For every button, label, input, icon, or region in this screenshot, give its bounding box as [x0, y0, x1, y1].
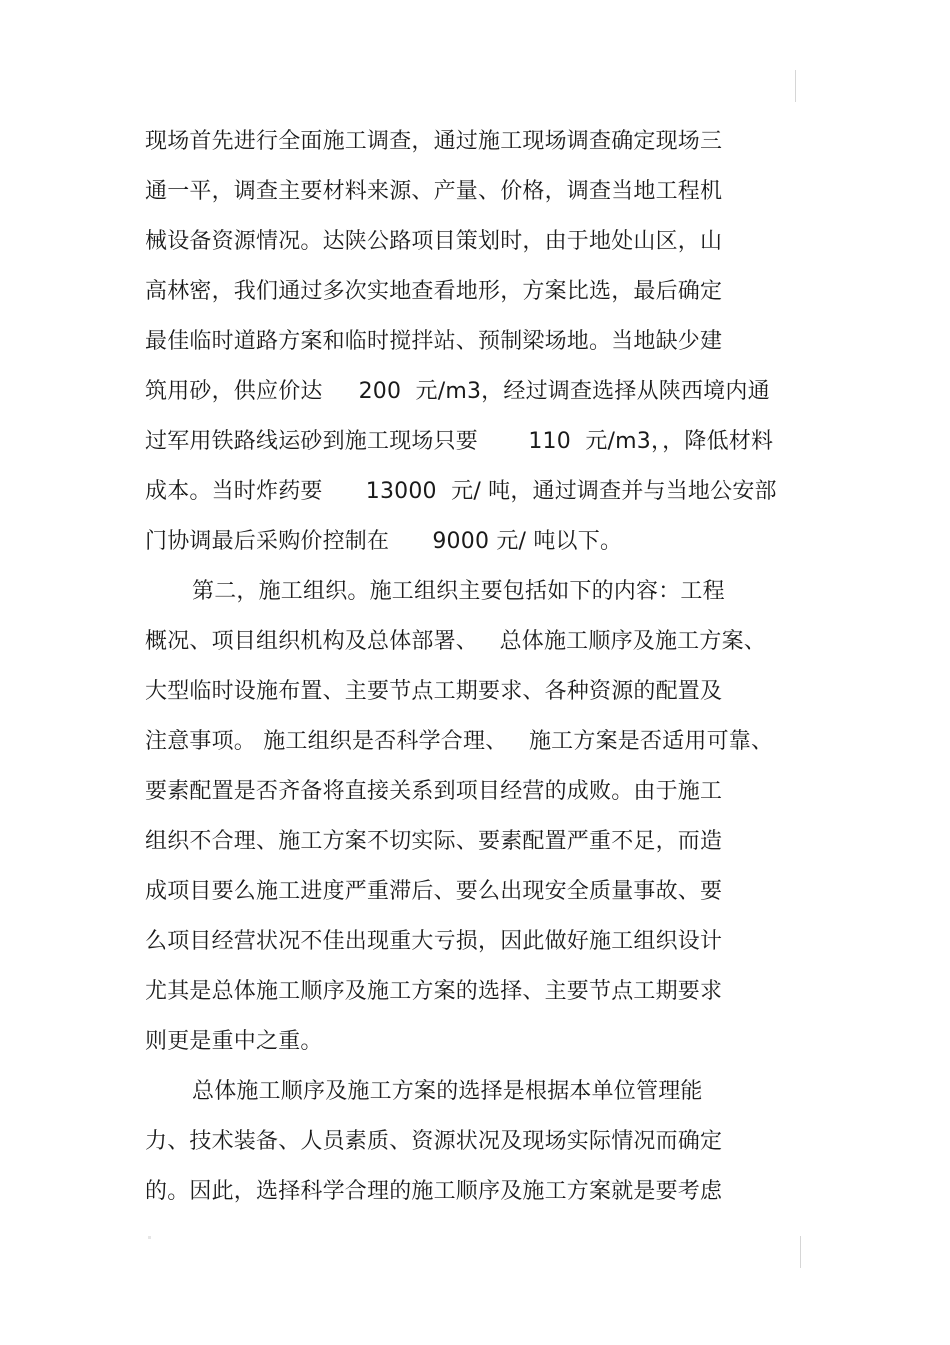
text-line: 大型临时设施布置、主要节点工期要求、各种资源的配置及 — [145, 679, 723, 704]
text-line: 门协调最后采购价控制在 9000 元/ 吨以下。 — [145, 529, 623, 554]
text-line: 的。因此，选择科学合理的施工顺序及施工方案就是要考虑 — [145, 1179, 723, 1204]
text-line: 通一平，调查主要材料来源、产量、价格，调查当地工程机 — [145, 179, 723, 204]
text-line: 要素配置是否齐备将直接关系到项目经营的成败。由于施工 — [145, 779, 723, 804]
text-line: 力、技术装备、人员素质、资源状况及现场实际情况而确定 — [145, 1129, 723, 1154]
page-edge-mark — [800, 1236, 801, 1268]
text-line: 现场首先进行全面施工调查，通过施工现场调查确定现场三 — [145, 129, 723, 154]
text-line: 尤其是总体施工顺序及施工方案的选择、主要节点工期要求 — [145, 979, 723, 1004]
text-line: 高林密，我们通过多次实地查看地形，方案比选，最后确定 — [145, 279, 723, 304]
text-line: 械设备资源情况。达陕公路项目策划时，由于地处山区，山 — [145, 229, 723, 254]
text-line: 么项目经营状况不佳出现重大亏损，因此做好施工组织设计 — [145, 929, 723, 954]
text-line: 则更是重中之重。 — [145, 1029, 323, 1054]
text-line: 注意事项。 施工组织是否科学合理、 施工方案是否适用可靠、 — [145, 729, 774, 754]
text-line: 筑用砂，供应价达 200 元/m3，经过调查选择从陕西境内通 — [145, 379, 770, 404]
paragraph-first-line: 第二，施工组织。施工组织主要包括如下的内容：工程 — [192, 579, 725, 604]
text-line: 组织不合理、施工方案不切实际、要素配置严重不足，而造 — [145, 829, 723, 854]
page-edge-mark — [795, 70, 796, 102]
text-line: 过军用铁路线运砂到施工现场只要 110 元/m3，，降低材料 — [145, 429, 774, 454]
page-corner-mark — [148, 1236, 151, 1239]
paragraph-first-line: 总体施工顺序及施工方案的选择是根据本单位管理能 — [192, 1079, 703, 1104]
text-line: 成项目要么施工进度严重滞后、要么出现安全质量事故、要 — [145, 879, 723, 904]
text-line: 概况、项目组织机构及总体部署、 总体施工顺序及施工方案、 — [145, 629, 766, 654]
text-line: 最佳临时道路方案和临时搅拌站、预制梁场地。当地缺少建 — [145, 329, 723, 354]
text-line: 成本。当时炸药要 13000 元/ 吨，通过调查并与当地公安部 — [145, 479, 777, 504]
